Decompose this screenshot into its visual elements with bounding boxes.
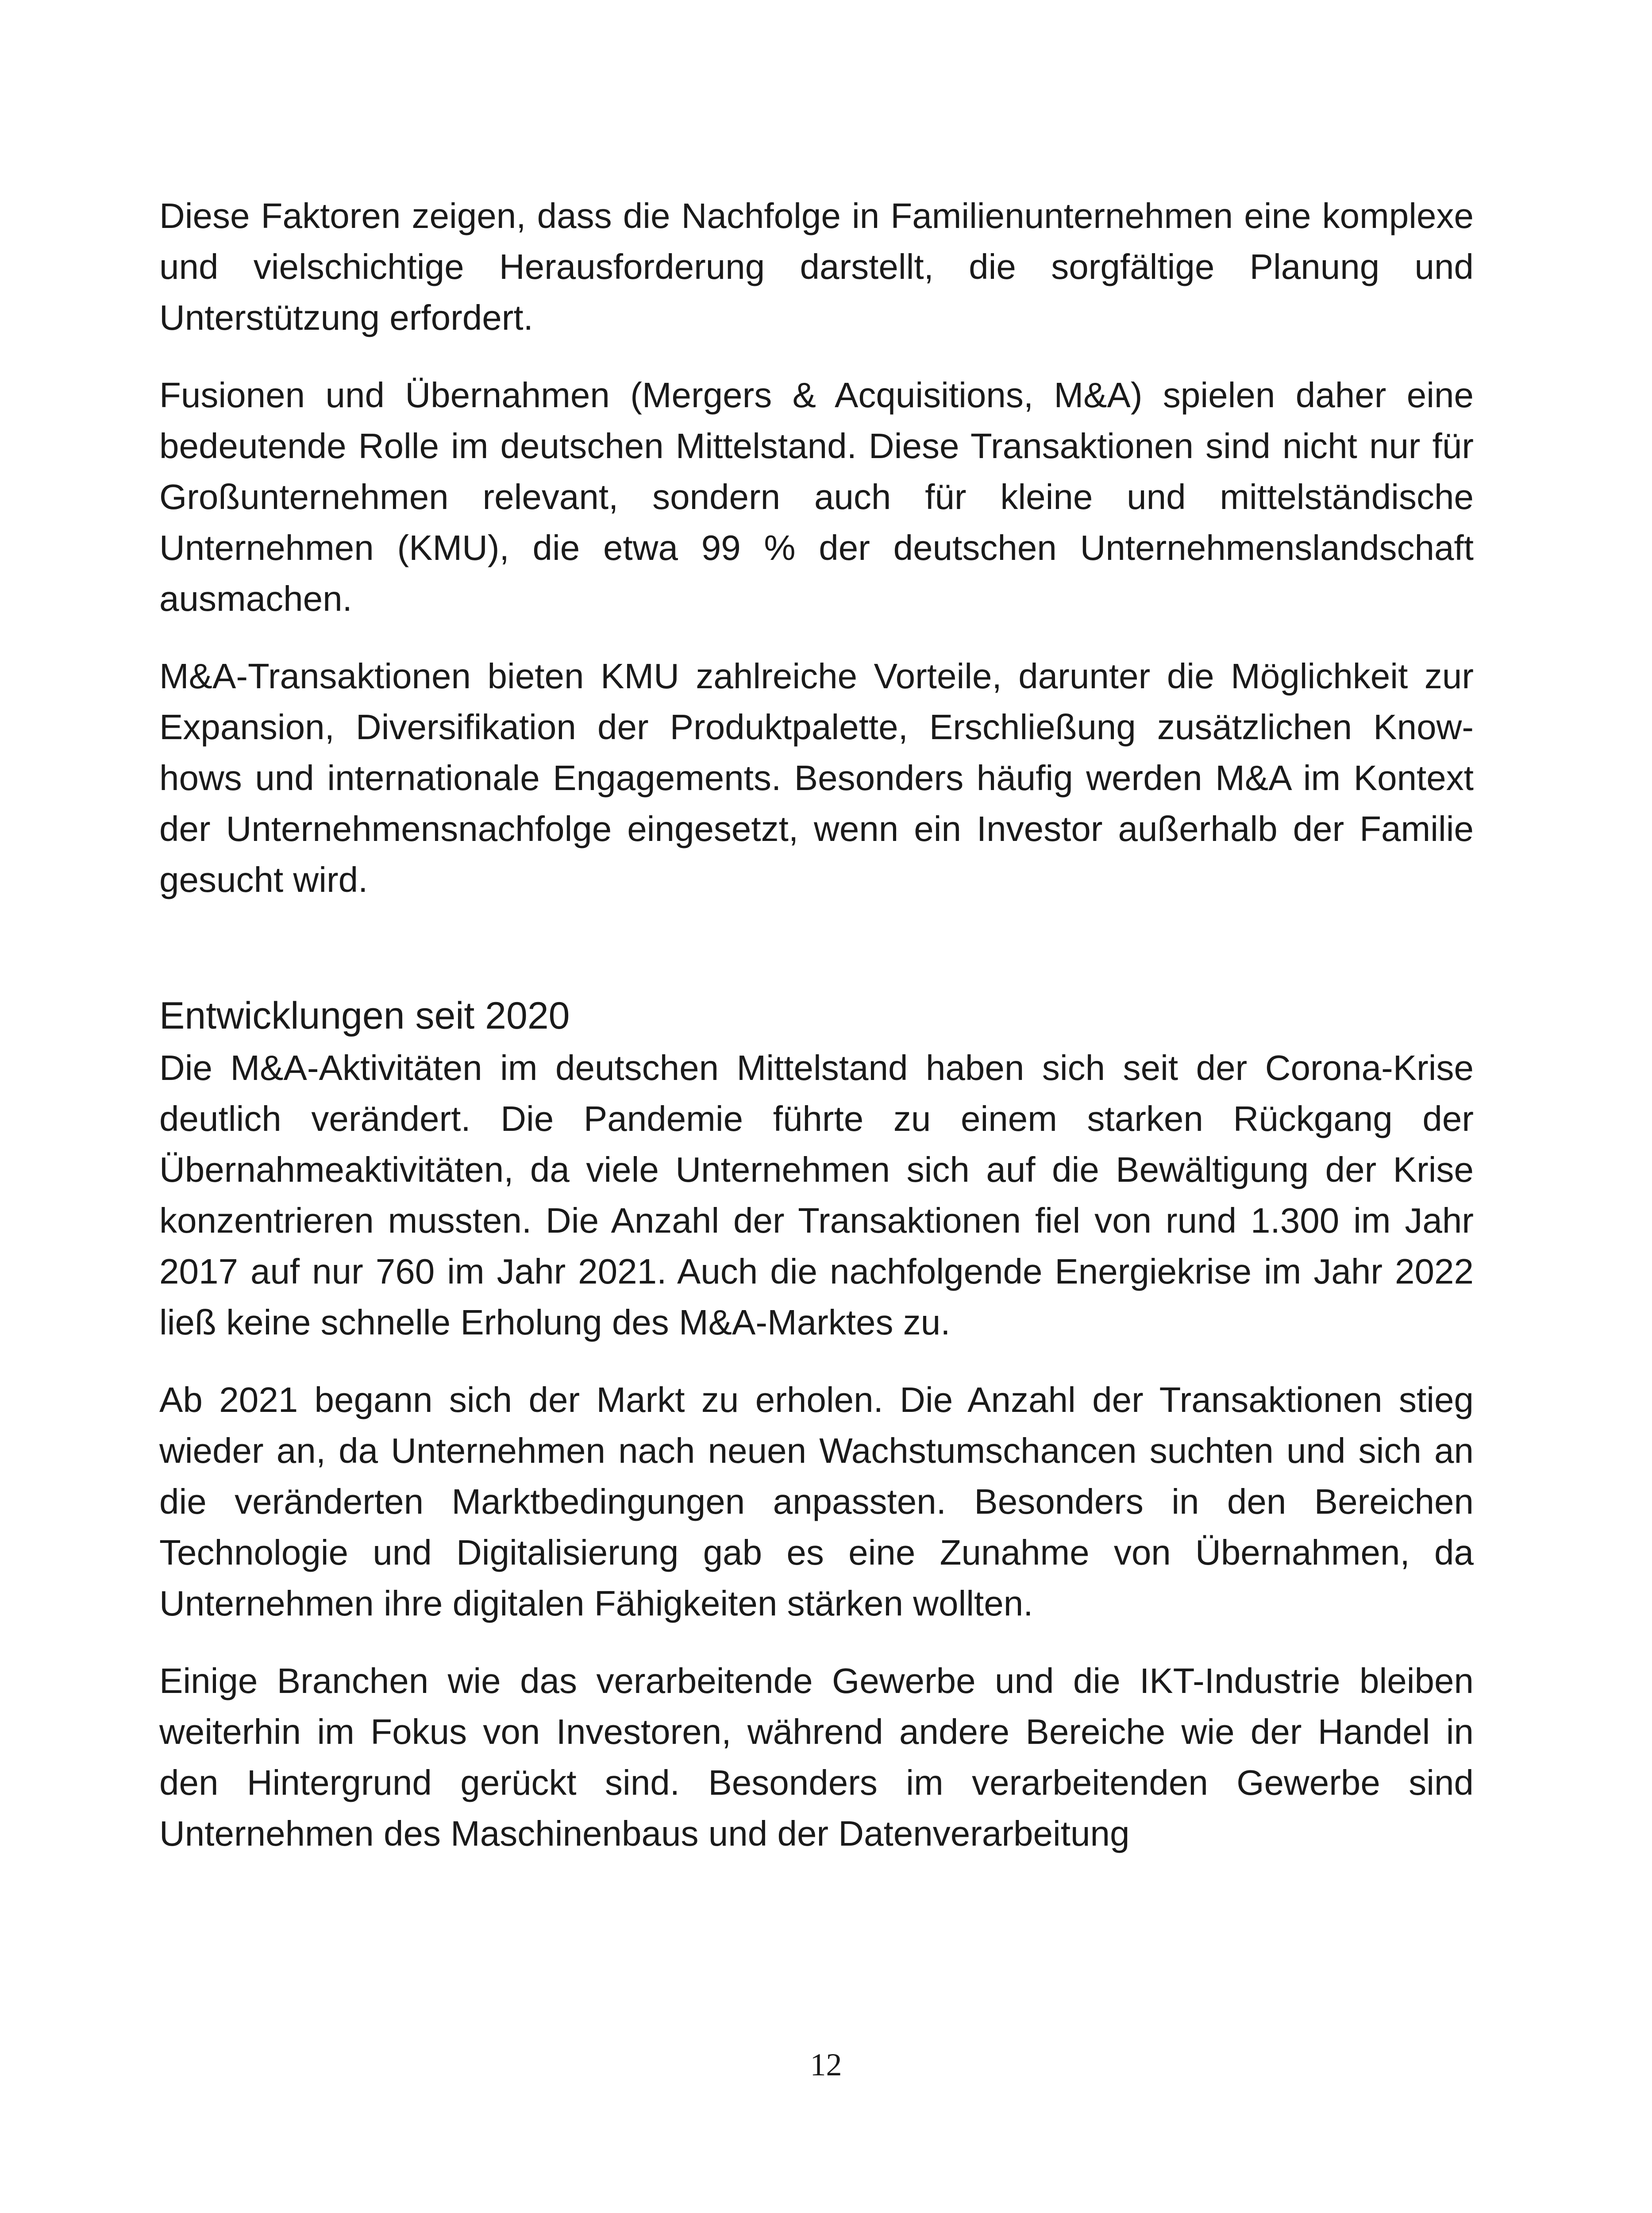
paragraph-market-recovery: Ab 2021 begann sich der Markt zu erholen. Die Anzahl der Transaktionen stieg wieder an, da Unternehmen nach neuen Wachstumschancen suchten und sich an die veränderten Marktbedingungen anpassten. Besonders in den Bereichen Technologie und Digitalisierung gab es eine Zunahme von Übernahmen, da Unternehmen ihre digitalen Fähigkeiten stärken wollten. — [159, 1380, 1474, 1623]
paragraph-succession-factors: Diese Faktoren zeigen, dass die Nachfolge in Familienunternehmen eine komplexe und vielschichtige Herausforderung darstellt, die sorgfältige Planung und Unterstützung erfordert. — [159, 196, 1474, 337]
page-number: 12 — [810, 2047, 842, 2082]
paragraph-mergers-acquisitions: Fusionen und Übernahmen (Mergers & Acquisitions, M&A) spielen daher eine bedeutende Rolle im deutschen Mittelstand. Diese Transaktionen sind nicht nur für Großunternehmen relevant, sondern auch für kleine und mittelständische Unternehmen (KMU), die etwa 99 % der deutschen Unternehmenslandschaft ausmachen. — [159, 375, 1474, 618]
paragraph-corona-impact: Die M&A-Aktivitäten im deutschen Mittelstand haben sich seit der Corona-Krise deutlich verändert. Die Pandemie führte zu einem starken Rückgang der Übernahmeaktivitäten, da viele Unternehmen sich auf die Bewältigung der Krise konzentrieren mussten. Die Anzahl der Transaktionen fiel von rund 1.300 im Jahr 2017 auf nur 760 im Jahr 2021. Auch die nachfolgende Energiekrise im Jahr 2022 ließ keine schnelle Erholung des M&A-Marktes zu. — [159, 1048, 1474, 1342]
paragraph-industry-focus: Einige Branchen wie das verarbeitende Gewerbe und die IKT-Industrie bleiben weiterhin im Fokus von Investoren, während andere Bereiche wie der Handel in den Hintergrund gerückt sind. Besonders im verarbeitenden Gewerbe sind Unternehmen des Maschinenbaus und der Datenverarbeitung — [159, 1661, 1474, 1853]
paragraph-ma-advantages: M&A-Transaktionen bieten KMU zahlreiche Vorteile, darunter die Möglichkeit zur Expansion, Diversifikation der Produktpalette, Erschließung zusätzlichen Know-hows und internationale Engagements. Besonders häufig werden M&A im Kontext der Unternehmensnachfolge eingesetzt, wenn ein Investor außerhalb der Familie gesucht wird. — [159, 656, 1474, 899]
page-body — [159, 190, 1474, 1859]
section-heading: Entwicklungen seit 2020 — [159, 995, 570, 1037]
